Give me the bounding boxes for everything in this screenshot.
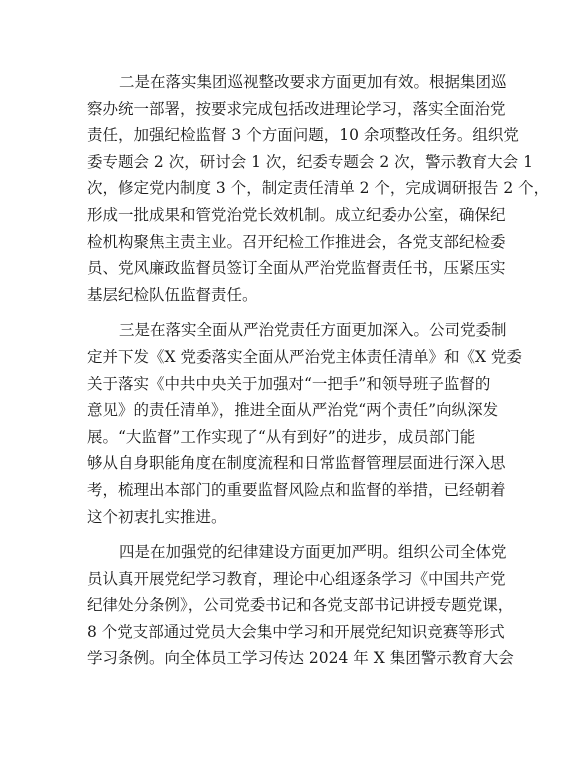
text-line: 关于落实《中共中央关于加强对“一把手”和领导班子监督的: [87, 374, 491, 393]
text-line: 员、党风廉政监督员签订全面从严治党监督责任书，压紧压实: [87, 259, 506, 278]
text-line: 员认真开展党纪学习教育，理论中心组逐条学习《中国共产党: [87, 569, 506, 588]
text-line: 8 个党支部通过党员大会集中学习和开展党纪知识竞赛等形式: [87, 622, 505, 641]
text-line: 这个初衷扎实推进。: [87, 507, 227, 526]
text-line: 意见》的责任清单》，推进全面从严治党“两个责任”向纵深发: [87, 401, 499, 420]
text-line: 责任，加强纪检监督 3 个方面问题，10 余项整改任务。组织党: [87, 126, 519, 145]
paragraph-discipline-building: [87, 539, 514, 672]
text-line: 纪律处分条例》，公司党委书记和各党支部书记讲授专题党课，: [87, 596, 514, 615]
text-line: 展。“大监督”工作实现了“从有到好”的进步，成员部门能: [87, 427, 476, 446]
paragraph-inspection-rectification: [87, 69, 550, 308]
text-line: 次，修定党内制度 3 个，制定责任清单 2 个，完成调研报告 2 个，: [87, 179, 550, 198]
text-line: 形成一批成果和管党治党长效机制。成立纪委办公室，确保纪: [87, 205, 506, 224]
text-line: 察办统一部署，按要求完成包括改进理论学习，落实全面治党: [87, 99, 506, 118]
text-line: 委专题会 2 次，研讨会 1 次，纪委专题会 2 次，警示教育大会 1: [87, 152, 533, 171]
paragraph-party-governance: [87, 317, 522, 530]
text-line: 够从自身职能角度在制度流程和日常监督管理层面进行深入思: [87, 454, 506, 473]
text-line: 检机构聚焦主责主业。召开纪检工作推进会，各党支部纪检委: [87, 232, 506, 251]
text-line: 考，梳理出本部门的重要监督风险点和监督的举措，已经朝着: [87, 480, 506, 499]
text-line: 基层纪检队伍监督责任。: [87, 285, 258, 304]
document-body: [87, 69, 550, 681]
text-line: 学习条例。向全体员工学习传达 2024 年 X 集团警示教育大会: [87, 649, 514, 668]
text-line: 四是在加强党的纪律建设方面更加严明。组织公司全体党: [119, 543, 507, 562]
text-line: 三是在落实全面从严治党责任方面更加深入。公司党委制: [119, 321, 507, 340]
text-line: 定并下发《X 党委落实全面从严治党主体责任清单》和《X 党委: [87, 347, 522, 366]
text-line: 二是在落实集团巡视整改要求方面更加有效。根据集团巡: [119, 73, 507, 91]
